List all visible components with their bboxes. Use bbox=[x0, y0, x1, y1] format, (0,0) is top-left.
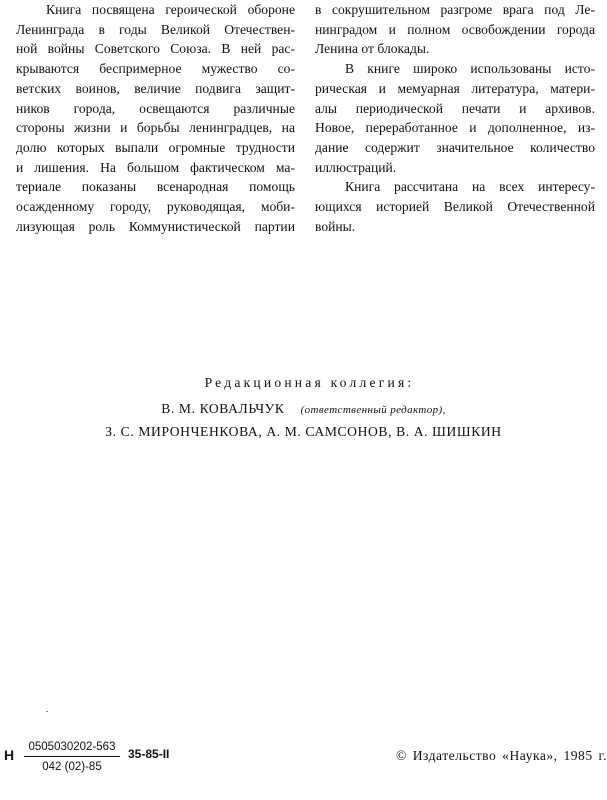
text-line: ветских воинов, величие подвига защит- bbox=[16, 80, 295, 96]
text-line: долю которых выпали огромные трудности bbox=[16, 139, 295, 155]
index-letter: Н bbox=[4, 747, 15, 763]
editorial-board-title: Редакционная коллегия: bbox=[204, 375, 415, 390]
text-line: Книга рассчитана на всех интересу- bbox=[345, 179, 595, 195]
copyright-notice: © Издательство «Наука», 1985 г. bbox=[395, 748, 607, 763]
index-numerator: 0505030202-563 bbox=[28, 741, 116, 753]
text-line: Новое, переработанное и дополненное, из- bbox=[315, 120, 595, 136]
text-line: териале показаны всенародная помощь bbox=[16, 179, 295, 195]
text-line: стороны жизни и борьбы ленинградцев, на bbox=[16, 120, 295, 136]
editorial-board bbox=[0, 372, 607, 443]
chief-editor-name: В. М. КОВАЛЬЧУК bbox=[161, 401, 285, 416]
text-line: В книге широко использованы исто- bbox=[345, 61, 595, 77]
annotation-paragraph-2 bbox=[315, 59, 595, 177]
text-line: рическая и мемуарная литература, матери- bbox=[315, 80, 595, 96]
text-line: ников города, освещаются различные bbox=[16, 100, 295, 116]
right-text-column bbox=[315, 0, 595, 236]
annotation-paragraph-1-continued bbox=[315, 0, 595, 59]
index-denominator: 042 (02)-85 bbox=[42, 761, 102, 773]
text-line: алы периодической печати и архивов. bbox=[315, 100, 595, 116]
text-line: войны. bbox=[315, 218, 356, 234]
text-line: дание содержит значительное количество bbox=[315, 139, 595, 155]
fraction-bar bbox=[24, 756, 120, 757]
text-line: иллюстраций. bbox=[315, 159, 397, 175]
text-line: крываются беспримерное мужество со- bbox=[16, 61, 295, 77]
text-line: осажденному городу, руководящая, моби- bbox=[16, 199, 295, 215]
editorial-board-chief bbox=[0, 398, 607, 421]
editorial-board-members: З. С. МИРОНЧЕНКОВА, А. М. САМСОНОВ, В. А. ШИШКИН bbox=[105, 424, 502, 439]
annotation-paragraph-1 bbox=[16, 0, 295, 236]
text-line: ной войны Советского Союза. В ней рас- bbox=[16, 41, 295, 57]
text-line: нинградом и полном освобождении города bbox=[315, 21, 595, 37]
left-text-column bbox=[16, 0, 295, 236]
annotation-paragraph-3 bbox=[315, 177, 595, 236]
chief-editor-role: (ответственный редактор), bbox=[300, 404, 446, 416]
text-line: и лишения. На большом фактическом ма- bbox=[16, 159, 295, 175]
index-fraction bbox=[24, 739, 120, 775]
text-line: Ленинграда в годы Великой Отечествен- bbox=[16, 21, 295, 37]
text-line: ющихся историей Великой Отечественной bbox=[315, 199, 595, 215]
index-suffix: 35-85-II bbox=[128, 747, 170, 761]
text-line: Ленина от блокады. bbox=[315, 41, 430, 57]
text-line: Книга посвящена героической обороне bbox=[46, 2, 295, 17]
text-line: в сокрушительном разгроме врага под Ле- bbox=[315, 2, 595, 17]
print-speck bbox=[46, 711, 48, 712]
text-line: лизующая роль Коммунистической партии bbox=[16, 218, 295, 234]
